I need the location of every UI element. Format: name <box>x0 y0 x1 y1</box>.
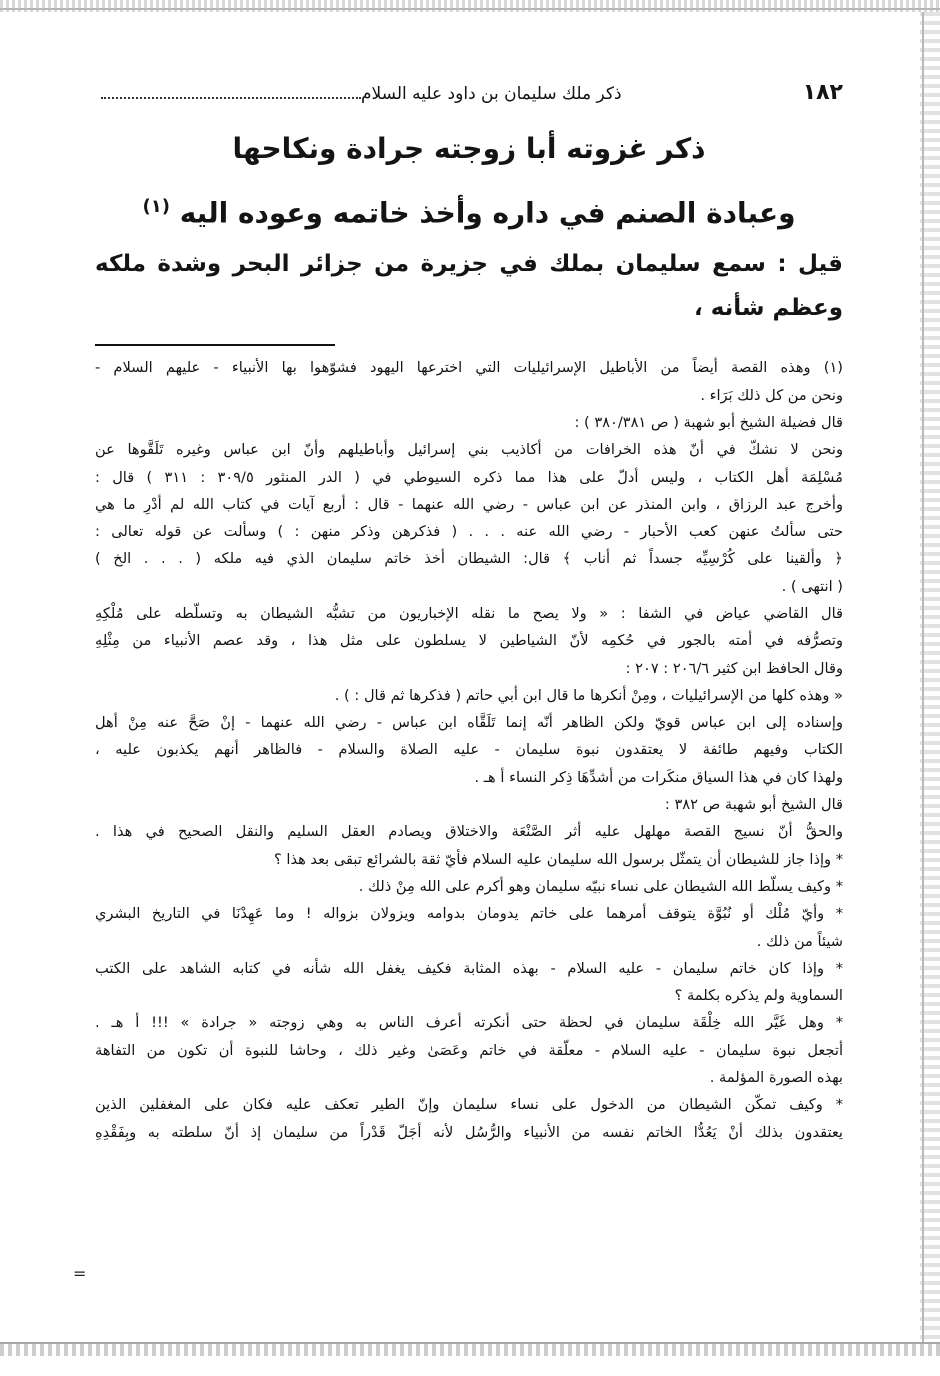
running-title: ذكر ملك سليمان بن داود عليه السلام <box>361 84 622 104</box>
footnote-line: ونحن لا نشكّ في أنّ هذه الخرافات من أكاذيب بني إسرائيل وأباطيلهم وأنّ ابن عباس وغيره تَلَقَّوها عن <box>95 441 843 459</box>
footnote-line: * وإذا كان خاتم سليمان - عليه السلام - بهذه المثابة فكيف يغفل الله شأنه في كتابه الشاهد على الكتب <box>95 959 843 977</box>
footnote-line: (١) وهذه القصة أيضاً من الأباطيل الإسرائيليات التي اخترعها اليهود فشوّهوا بها الأنبياء - عليهم السلام - <box>95 359 843 377</box>
chapter-title <box>95 120 843 242</box>
chapter-title-line-1: ذكر غزوته أبا زوجته جرادة ونكاحها <box>232 132 706 165</box>
footnote-line: ( انتهى ) . <box>781 577 843 595</box>
book-page <box>95 80 843 1146</box>
footnote-line: وتصرُّفه في أمته بالجور في حُكمِه لأنّ الشياطين لا يسلطون على مثل هذا ، وقد عصم الأنبياء من مِثْلِهِ <box>95 632 843 650</box>
page-border-top <box>0 0 940 12</box>
footnote-separator <box>95 344 335 346</box>
footnote-line: بهذه الصورة المؤلمة . <box>709 1069 843 1087</box>
footnote-line: أتجعل نبوة سليمان - عليه السلام - معلّقة في خاتم وعَصَىٰ وغير ذلك ، وحاشا للنبوة أن تكون من التفاهة <box>95 1041 843 1059</box>
page-border-bottom <box>0 1342 940 1356</box>
footnote-line: * وكيف تمكّن الشيطان من الدخول على نساء سليمان وإنّ الطير تعكف عليه فكان على المغفلين الذين <box>95 1096 843 1114</box>
footnote-line: ﴿ وألقينا على كُرْسِيِّه جسداً ثم أناب ﴾ قال: الشيطان أخذ خاتم سليمان الذي فيه ملكه ( . . . الخ ) <box>95 550 843 568</box>
footnote-line: * وأيّ مُلْك أو نُبُوَّة يتوقف أمرهما على خاتم يدومان بدوامه ويزولان بزواله ! وما عَهِدْنَا في التاريخ البشري <box>95 905 843 923</box>
footnote-line: مُسْلِمَة أهل الكتاب ، وليس أدلّ على هذا مما ذكره السيوطي في ( الدر المنثور ٣٠٩/٥ : ٣١١ ) قال : <box>95 468 843 486</box>
page-border-right <box>920 12 940 1342</box>
footnote-line: حتى سألتُ عنهن كعب الأحبار - رضي الله عنه . . . ( فذكرهن وذكر منهن : ) وسألت عن قوله تعالى : <box>95 523 843 541</box>
footnote-line: السماوية ولم يذكره بكلمة ؟ <box>674 987 843 1005</box>
footnote-line: والحقُّ أنّ نسيج القصة مهلهل عليه أثر الصَّنْعَة والاختلاق ويصادم العقل السليم والنقل الصحيح في هذا . <box>95 823 843 841</box>
footnote-line: شيئاً من ذلك . <box>756 932 843 950</box>
chapter-title-line-2-group <box>95 178 843 242</box>
footnote-line: يعتقدون بذلك أنْ يَعُدُّا الخاتم نفسه من الأنبياء والرُّسُل لأنه أجَلّ قَدْراً من سليمان إذ أنّ سلطته به وبِفَقْدِهِ <box>95 1123 843 1141</box>
chapter-title-line-2: وعبادة الصنم في داره وأخذ خاتمه وعوده اليه <box>179 196 796 230</box>
page-header <box>95 80 843 120</box>
footnote-line: قال القاضي عياض في الشفا : « ولا يصح ما نقله الإخباريون من تشبُّه الشيطان به وتسلّطه على مُلْكِهِ <box>95 605 843 622</box>
body-paragraph: قيل : سمع سليمان بملك في جزيرة من جزائر البحر وشدة ملكه وعظم شأنه ، <box>95 251 843 322</box>
footnote-line: الكتاب وفيهم طائفة لا يعتقدون نبوة سليمان - عليه الصلاة والسلام - فالظاهر أنهم يكذبون عليه ، <box>95 741 843 759</box>
footnote-line: * وكيف يسلّط الله الشيطان على نساء نبيّه سليمان وهو أكرم على الله مِنْ ذلك . <box>358 877 843 895</box>
footnote-reference: (١) <box>142 196 170 217</box>
footnote-line: * وإذا جاز للشيطان أن يتمثّل برسول الله سليمان عليه السلام فأيّ ثقة بالشرائع تبقى بعد هذا ؟ <box>274 850 843 868</box>
footnote-line: * وهل غَيَّر الله خِلْقَة سليمان في لحظة حتى أنكرته أعرف الناس به وهي زوجته « جرادة » !!! أ هـ . <box>95 1014 843 1032</box>
footnote-line: وقال الحافظ ابن كثير ٢٠٦/٦ : ٢٠٧ : <box>625 659 843 677</box>
running-title-group <box>95 84 622 104</box>
continuation-mark: = <box>73 1264 87 1283</box>
footnote-line: وإسناده إلى ابن عباس قويّ ولكن الظاهر أنّه إنما تَلَقَّاه ابن عباس - رضي الله عنهما - إنْ صَحَّ عنه مِنْ أهل <box>95 714 843 732</box>
footnotes <box>95 354 843 1146</box>
footnote-line: « وهذه كلها من الإسرائيليات ، ومِنْ أنكرها ما قال ابن أبي حاتم ( فذكرها ثم قال : ) . <box>334 686 843 704</box>
footnote-line: وأخرج عبد الرزاق ، وابن المنذر عن ابن عباس - رضي الله عنهما - قال : أربع آيات في كتاب الله لم أدْرِ ما هي <box>95 495 843 513</box>
header-dotted-leader <box>101 96 361 99</box>
footnote-line: قال الشيخ أبو شهبة ص ٣٨٢ : <box>664 796 843 814</box>
footnote-line: قال فضيلة الشيخ أبو شهبة ( ص ٣٨٠/٣٨١ ) : <box>574 413 843 431</box>
page-number: ١٨٢ <box>802 80 843 105</box>
footnote-line: ولهذا كان في هذا السياق منكَرات من أشدِّهَا ذِكر النساء أ هـ . <box>474 768 843 786</box>
footnote-line: ونحن من كل ذلك بَرَاء . <box>700 386 843 404</box>
